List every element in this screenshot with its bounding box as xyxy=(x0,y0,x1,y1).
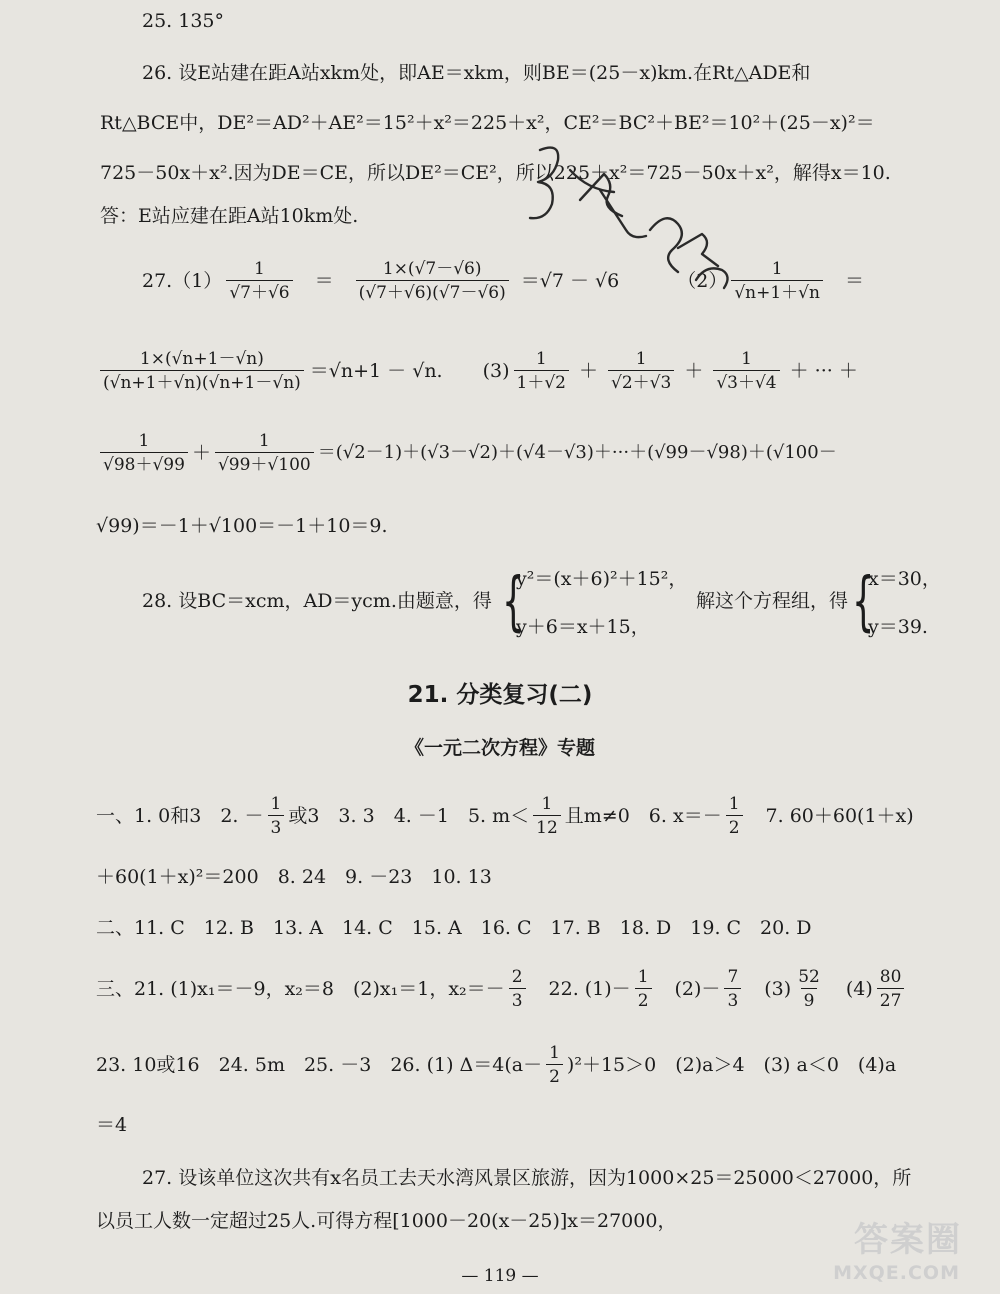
system-2-eq-1: x＝30， xyxy=(868,568,941,590)
answer-28-text: 28. 设BC＝xcm，AD＝ycm.由题意，得 xyxy=(142,590,492,612)
numerator: 52 xyxy=(798,967,820,987)
denominator: 2 xyxy=(546,1064,563,1088)
text: ＋15＞0 (2)a＞4 (3) a＜0 (4)a xyxy=(581,1054,897,1076)
denominator: √3＋√4 xyxy=(713,370,779,394)
denominator: 3 xyxy=(268,815,285,839)
fraction xyxy=(635,966,652,1012)
numerator: 1 xyxy=(258,431,270,451)
part-1-line-2: ＋60(1＋x)²＝200 8. 24 9. －23 10. 13 xyxy=(96,866,492,888)
text: (2)－ xyxy=(655,978,721,1000)
part-3-line-1 xyxy=(96,966,908,1012)
equals: ＝ xyxy=(844,270,864,292)
q27-label-3: (3) xyxy=(482,360,510,382)
part-3-line-2 xyxy=(96,1042,896,1088)
fraction xyxy=(546,1042,563,1088)
plus: ＋ xyxy=(684,360,704,382)
numerator: 1 xyxy=(728,794,740,814)
fraction xyxy=(509,966,526,1012)
fraction xyxy=(795,966,823,1012)
text: 一、1. 0和3 2. － xyxy=(96,805,264,827)
part-3-line-3: ＝4 xyxy=(96,1114,128,1136)
part-1-line-1 xyxy=(96,793,914,839)
denominator: √n+1＋√n xyxy=(731,280,823,304)
text: (3) xyxy=(745,978,792,1000)
answer-27b-line-1: 27. 设该单位这次共有x名员工去天水湾风景区旅游，因为1000×25＝25000＜27000，所 xyxy=(142,1167,912,1189)
numerator: 1 xyxy=(138,431,150,451)
answer-27-line-2 xyxy=(96,348,858,394)
text: 23. 10或16 24. 5m 25. －3 26. (1) Δ＝4 xyxy=(96,1054,505,1076)
plus: ＋ xyxy=(191,442,211,464)
fraction xyxy=(608,348,674,394)
numerator: 1 xyxy=(549,1043,560,1063)
numerator: 1×(√n+1－√n) xyxy=(139,349,264,369)
result: ＝√7 － √6 xyxy=(520,270,620,292)
page-number: — 119 — xyxy=(461,1266,539,1286)
plus: ＋ xyxy=(579,360,599,382)
answer-26-line-3: 725－50x＋x².因为DE＝CE，所以DE²＝CE²，所以225＋x²＝725－50x＋x²，解得x＝10. xyxy=(100,162,891,184)
q27-label-2: （2） xyxy=(677,270,728,292)
answer-26-line-4: 答：E站应建在距A站10km处. xyxy=(100,205,359,227)
denominator: 3 xyxy=(509,988,526,1012)
text: )² xyxy=(566,1054,582,1076)
numerator: 1 xyxy=(635,349,647,369)
system-1-eq-2: y＋6＝x＋15， xyxy=(516,616,650,638)
text: 7. 60＋60(1＋x) xyxy=(746,805,914,827)
numerator: 80 xyxy=(879,967,902,987)
fraction xyxy=(356,258,509,304)
fraction xyxy=(514,348,569,394)
denominator: √2＋√3 xyxy=(608,370,674,394)
numerator: 1×(√7－√6) xyxy=(382,259,482,279)
fraction xyxy=(726,793,743,839)
denominator: 12 xyxy=(533,815,561,839)
denominator: (√7＋√6)(√7－√6) xyxy=(356,280,509,304)
answer-26-line-2: Rt△BCE中，DE²＝AD²＋AE²＝15²＋x²＝225＋x²，CE²＝BC²＋BE²＝10²＋(25－x)²＝ xyxy=(100,112,875,134)
denominator: 2 xyxy=(726,815,743,839)
fraction xyxy=(877,966,905,1012)
denominator: 3 xyxy=(724,988,741,1012)
watermark-text: 答案圈 xyxy=(854,1220,962,1260)
numerator: 1 xyxy=(535,349,547,369)
fraction xyxy=(100,430,188,476)
numerator: 1 xyxy=(254,259,265,279)
answer-27-final: √99)＝－1＋√100＝－1＋10＝9. xyxy=(96,515,388,537)
watermark-url: MXQE.COM xyxy=(833,1262,960,1284)
fraction xyxy=(713,348,779,394)
answer-26-line-1: 26. 设E站建在距A站xkm处，即AE＝xkm，则BE＝(25－x)km.在Rt△ADE和 xyxy=(142,62,811,84)
text: (a－ xyxy=(504,1054,543,1076)
text: 或3 3. 3 4. －1 5. m＜ xyxy=(288,805,530,827)
watermark-logo xyxy=(820,1212,970,1290)
denominator: √98＋√99 xyxy=(100,452,188,476)
answer-28-mid: 解这个方程组，得 xyxy=(696,590,849,612)
result: ＝√n+1 － √n. xyxy=(309,360,443,382)
denominator: 1＋√2 xyxy=(514,370,569,394)
section-title: 21. 分类复习(二) xyxy=(407,682,593,708)
left-brace-icon: { xyxy=(852,565,875,639)
fraction xyxy=(226,258,292,304)
ellipsis: ＋ ··· ＋ xyxy=(789,360,858,382)
denominator: 2 xyxy=(635,988,652,1012)
fraction xyxy=(215,430,314,476)
fraction xyxy=(724,966,741,1012)
fraction xyxy=(268,793,285,839)
answer-27-line-3 xyxy=(96,430,837,476)
q27-label: 27.（1） xyxy=(142,270,223,292)
fraction xyxy=(533,793,561,839)
part-2: 二、11. C 12. B 13. A 14. C 15. A 16. C 17. B 18. D 19. C 20. D xyxy=(96,917,812,939)
equals: ＝ xyxy=(314,270,334,292)
system-1-eq-1: y²＝(x＋6)²＋15²， xyxy=(516,568,688,590)
denominator: √99＋√100 xyxy=(215,452,314,476)
numerator: 7 xyxy=(727,967,739,987)
numerator: 2 xyxy=(511,967,523,987)
expansion: ＝(√2－1)＋(√3－√2)＋(√4－√3)＋···＋(√99－√98)＋(√100－ xyxy=(317,442,837,463)
numerator: 1 xyxy=(637,967,649,987)
numerator: 1 xyxy=(541,794,553,814)
denominator: 9 xyxy=(801,988,818,1012)
numerator: 1 xyxy=(771,259,783,279)
section-subtitle: 《一元二次方程》专题 xyxy=(404,737,595,759)
text: 且m≠0 6. x＝－ xyxy=(564,805,722,827)
denominator: (√n+1＋√n)(√n+1－√n) xyxy=(100,370,304,394)
text: (4) xyxy=(826,978,873,1000)
fraction xyxy=(100,348,304,394)
system-2-eq-2: y＝39. xyxy=(868,616,928,638)
left-brace-icon: { xyxy=(502,565,525,639)
answer-27b-line-2: 以员工人数一定超过25人.可得方程[1000－20(x－25)]x＝27000， xyxy=(96,1210,677,1232)
text: 22. (1)－ xyxy=(529,978,631,1000)
answer-25: 25. 135° xyxy=(142,10,225,32)
numerator: 1 xyxy=(270,794,282,814)
numerator: 1 xyxy=(741,349,752,369)
text: 三、21. (1)x₁＝－9，x₂＝8 (2)x₁＝1，x₂＝－ xyxy=(96,978,505,1000)
handwriting-scribble-icon xyxy=(500,130,760,310)
denominator: 27 xyxy=(877,988,905,1012)
denominator: √7＋√6 xyxy=(226,280,292,304)
